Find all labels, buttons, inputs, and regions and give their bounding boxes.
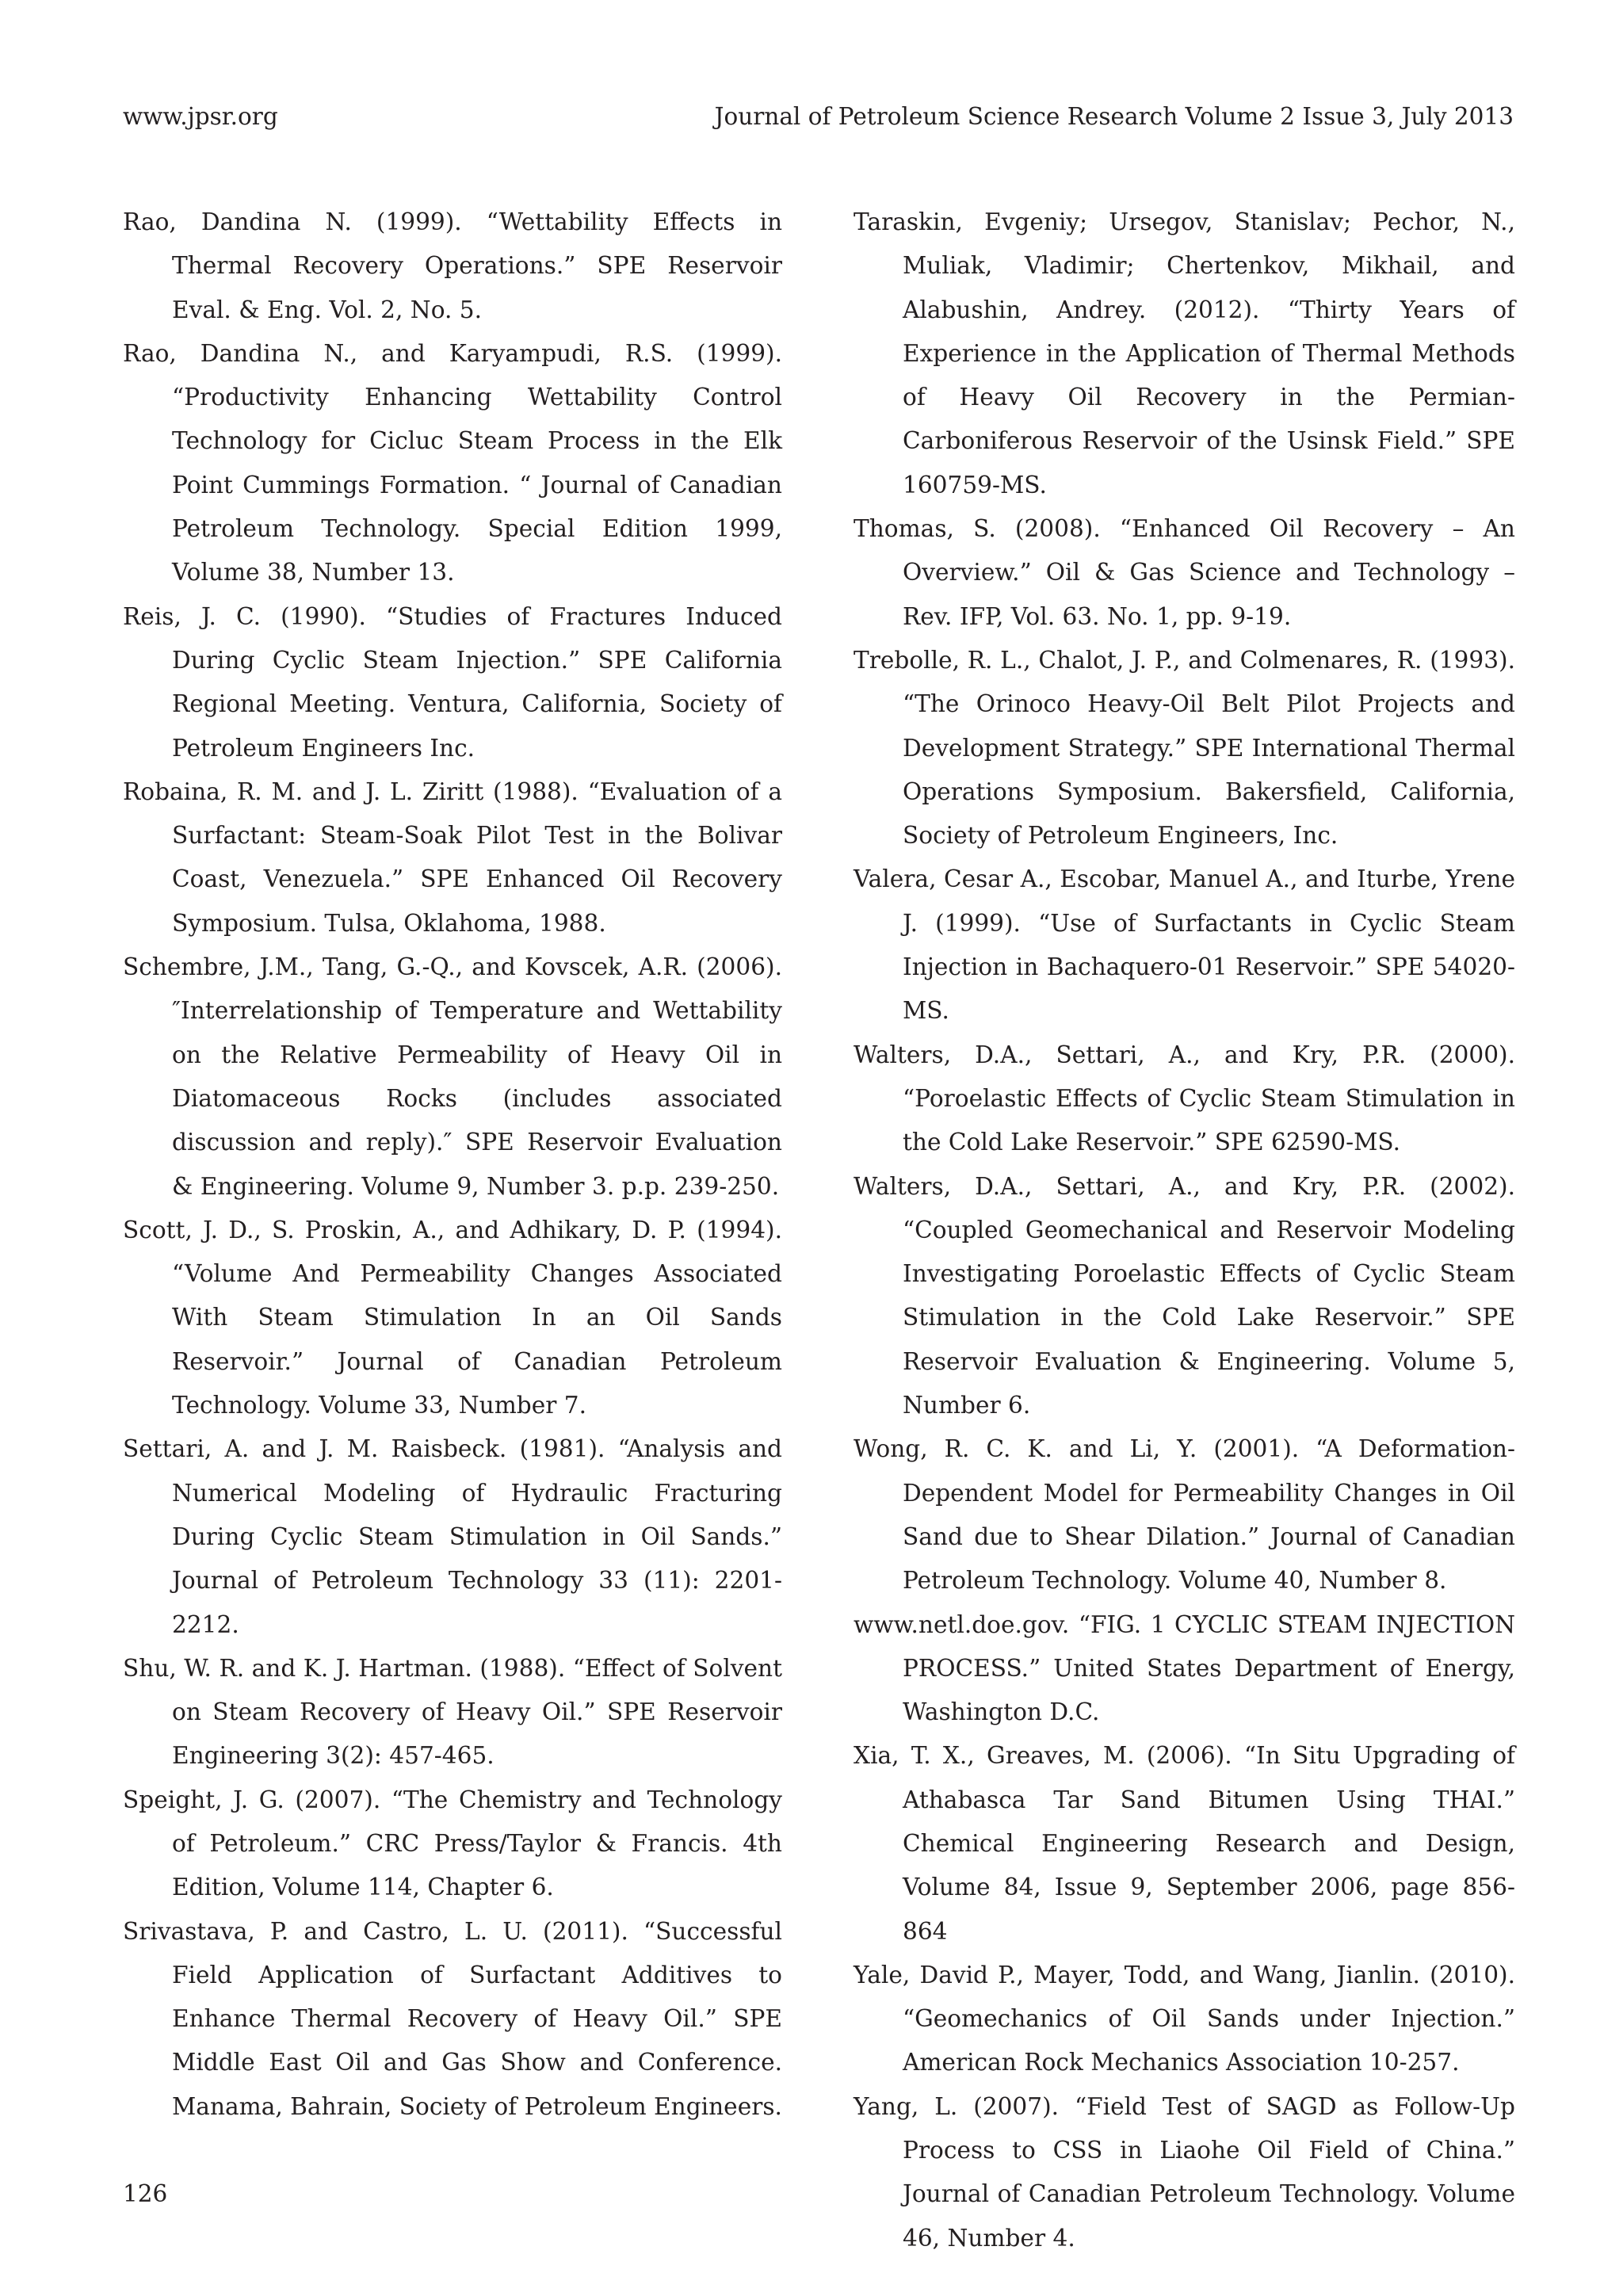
reference-item: Robaina, R. M. and J. L. Ziritt (1988). “Evaluation of a Surfactant: Steam-Soak Pilot Test in the Bolivar Coast, Venezuela.” SPE Enhanced Oil Recovery Symposium. Tulsa, Oklahoma, 1988. xyxy=(123,777,782,937)
reference-item: Rao, Dandina N., and Karyampudi, R.S. (1999). “Productivity Enhancing Wettability Control Technology for Cicluc Steam Process in the Elk Point Cummings Formation. “ Journal of Canadian Petroleum Technology. Special Edition 1999, Volume 38, Number 13. xyxy=(123,339,782,586)
reference-item: Yang, L. (2007). “Field Test of SAGD as Follow-Up Process to CSS in Liaohe Oil Field of China.” Journal of Canadian Petroleum Technology. Volume 46, Number 4. xyxy=(854,2092,1515,2252)
running-header xyxy=(123,98,1514,135)
reference-item: Srivastava, P. and Castro, L. U. (2011). “Successful Field Application of Surfactant Additives to Enhance Thermal Recovery of Heavy Oil.” SPE Middle East Oil and Gas Show and Conference. Manama, Bahrain, Society of Petroleum Engineers. xyxy=(123,1917,782,2120)
reference-item: Walters, D.A., Settari, A., and Kry, P.R. (2000). “Poroelastic Effects of Cyclic Steam Stimulation in the Cold Lake Reservoir.” SPE 62590-MS. xyxy=(854,1041,1515,1156)
journal-title: Journal of Petroleum Science Research Volume 2 Issue 3, July 2013 xyxy=(714,103,1514,130)
reference-item: Rao, Dandina N. (1999). “Wettability Effects in Thermal Recovery Operations.” SPE Reservoir Eval. & Eng. Vol. 2, No. 5. xyxy=(123,208,782,323)
page-number: 126 xyxy=(123,2180,168,2207)
reference-item: Xia, T. X., Greaves, M. (2006). “In Situ Upgrading of Athabasca Tar Sand Bitumen Using THAI.” Chemical Engineering Research and Design, Volume 84, Issue 9, September 2006, page 856-864 xyxy=(854,1742,1515,1945)
reference-item: Walters, D.A., Settari, A., and Kry, P.R. (2002). “Coupled Geomechanical and Reservoir Modeling Investigating Poroelastic Effects of Cyclic Steam Stimulation in the Cold Lake Reservoir.” SPE Reservoir Evaluation & Engineering. Volume 5, Number 6. xyxy=(854,1172,1515,1419)
reference-item: Settari, A. and J. M. Raisbeck. (1981). “Analysis and Numerical Modeling of Hydraulic Fracturing During Cyclic Steam Stimulation in Oil Sands.” Journal of Petroleum Technology 33 (11): 2201-2212. xyxy=(123,1435,782,1638)
reference-item: Thomas, S. (2008). “Enhanced Oil Recovery – An Overview.” Oil & Gas Science and Technology – Rev. IFP, Vol. 63. No. 1, pp. 9-19. xyxy=(854,515,1515,630)
reference-item: Trebolle, R. L., Chalot, J. P., and Colmenares, R. (1993). “The Orinoco Heavy-Oil Belt Pilot Projects and Development Strategy.” SPE International Thermal Operations Symposium. Bakersfield, California, Society of Petroleum Engineers, Inc. xyxy=(854,646,1515,850)
references-column-right xyxy=(854,201,1515,2260)
reference-item: Taraskin, Evgeniy; Ursegov, Stanislav; Pechor, N., Muliak, Vladimir; Chertenkov, Mikhail, and Alabushin, Andrey. (2012). “Thirty Years of Experience in the Application of Thermal Methods of Heavy Oil Recovery in the Permian-Carboniferous Reservoir of the Usinsk Field.” SPE 160759-MS. xyxy=(854,208,1515,499)
reference-item: Valera, Cesar A., Escobar, Manuel A., and Iturbe, Yrene J. (1999). “Use of Surfactants in Cyclic Steam Injection in Bachaquero-01 Reservoir.” SPE 54020-MS. xyxy=(854,865,1515,1025)
reference-item: www.netl.doe.gov. “FIG. 1 CYCLIC STEAM INJECTION PROCESS.” United States Department of Energy, Washington D.C. xyxy=(854,1610,1515,1726)
reference-item: Schembre, J.M., Tang, G.-Q., and Kovscek, A.R. (2006). ″Interrelationship of Temperature and Wettability on the Relative Permeability of Heavy Oil in Diatomaceous Rocks (includes associated discussion and reply).″ SPE Reservoir Evaluation & Engineering. Volume 9, Number 3. p.p. 239-250. xyxy=(123,953,782,1200)
reference-item: Scott, J. D., S. Proskin, A., and Adhikary, D. P. (1994). “Volume And Permeability Changes Associated With Steam Stimulation In an Oil Sands Reservoir.” Journal of Canadian Petroleum Technology. Volume 33, Number 7. xyxy=(123,1216,782,1419)
reference-item: Speight, J. G. (2007). “The Chemistry and Technology of Petroleum.” CRC Press/Taylor & Francis. 4th Edition, Volume 114, Chapter 6. xyxy=(123,1786,782,1901)
reference-item: Yale, David P., Mayer, Todd, and Wang, Jianlin. (2010). “Geomechanics of Oil Sands under Injection.” American Rock Mechanics Association 10-257. xyxy=(854,1961,1515,2076)
reference-item: Shu, W. R. and K. J. Hartman. (1988). “Effect of Solvent on Steam Recovery of Heavy Oil.” SPE Reservoir Engineering 3(2): 457-465. xyxy=(123,1654,782,1770)
reference-item: Wong, R. C. K. and Li, Y. (2001). “A Deformation-Dependent Model for Permeability Changes in Oil Sand due to Shear Dilation.” Journal of Canadian Petroleum Technology. Volume 40, Number 8. xyxy=(854,1435,1515,1595)
references-column-left xyxy=(123,201,782,2129)
journal-website: www.jpsr.org xyxy=(123,103,278,130)
reference-item: Reis, J. C. (1990). “Studies of Fractures Induced During Cyclic Steam Injection.” SPE California Regional Meeting. Ventura, California, Society of Petroleum Engineers Inc. xyxy=(123,602,782,762)
